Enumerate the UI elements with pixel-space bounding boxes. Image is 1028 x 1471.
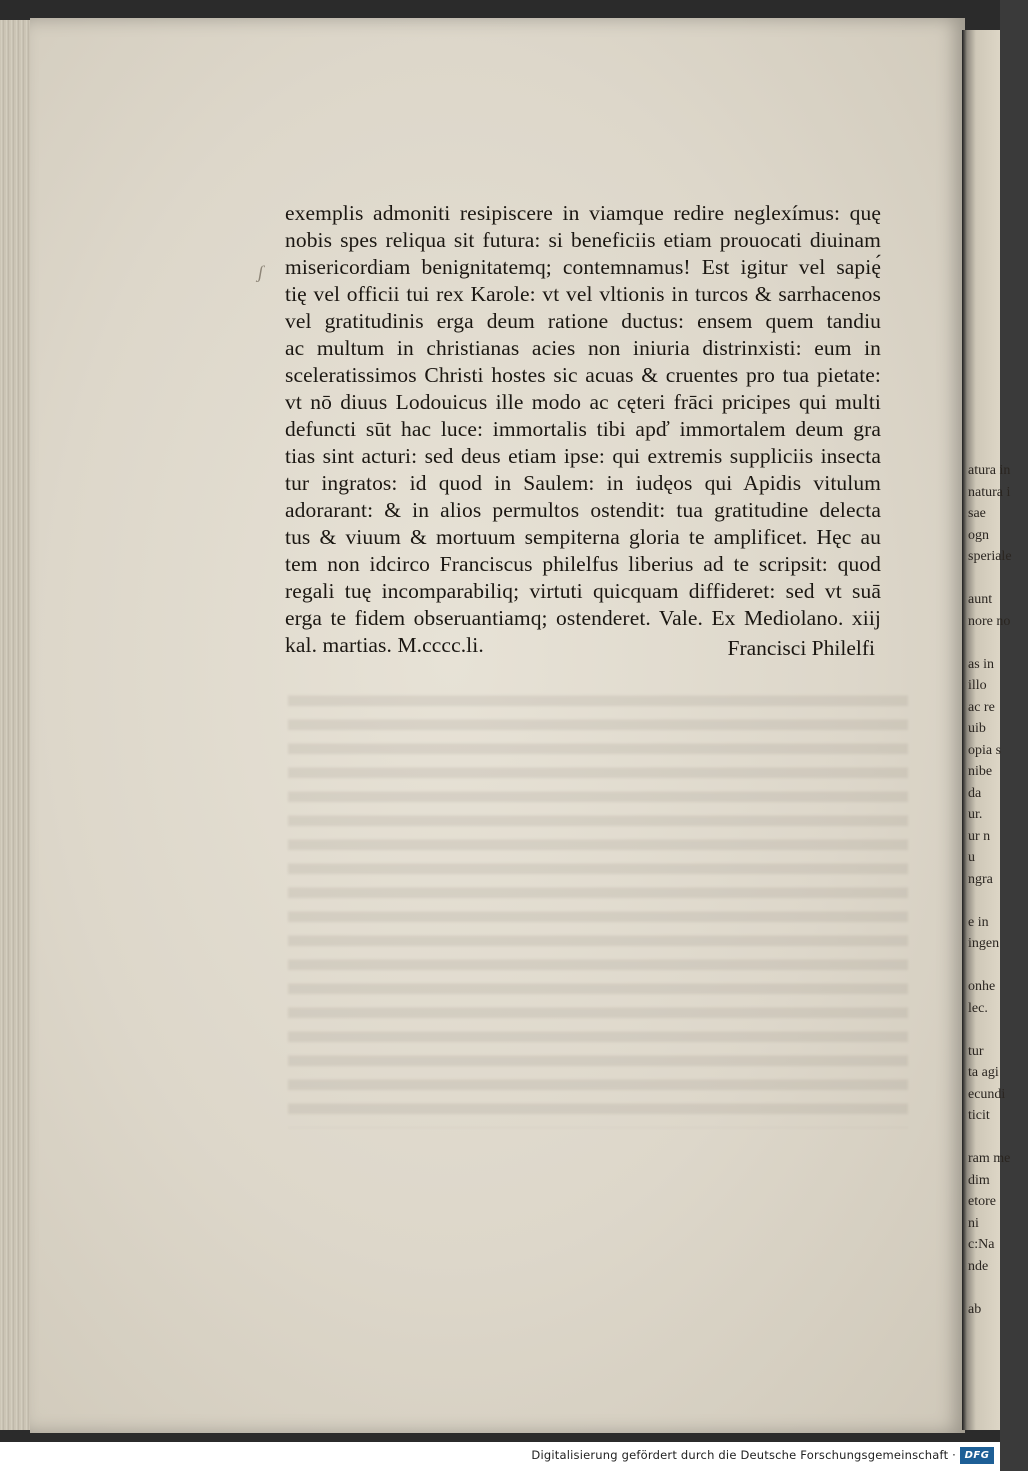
facing-text-line bbox=[968, 1277, 1028, 1299]
text-line: vel gratitudinis erga deum ratione ductus: ensem quem tandiu bbox=[285, 309, 881, 333]
facing-page-edge bbox=[962, 30, 1012, 1430]
text-line: tię vel officii tui rex Karole: vt vel vltionis in turcos & sarrhacenos bbox=[285, 282, 881, 306]
facing-text-line: ticit bbox=[968, 1108, 990, 1123]
facing-text-line: sae bbox=[968, 506, 986, 521]
facing-text-line: c:Na bbox=[968, 1237, 995, 1252]
facing-text-line bbox=[968, 890, 1028, 912]
facing-text-line: etore bbox=[968, 1194, 996, 1209]
facing-text-line: onhe bbox=[968, 979, 996, 994]
facing-text-line: e in bbox=[968, 914, 989, 930]
text-line: tus & viuum & mortuum sempiterna gloria te amplificet. Hęc au bbox=[285, 525, 881, 549]
author-signature: Francisci Philelfi bbox=[727, 636, 875, 660]
facing-text-line: ta agi bbox=[968, 1065, 999, 1080]
facing-text-line: opia s bbox=[968, 742, 1002, 758]
facing-text-line bbox=[968, 955, 1028, 977]
show-through-text bbox=[288, 683, 908, 1128]
dfg-logo: DFG bbox=[960, 1447, 994, 1464]
footer-bar bbox=[0, 1442, 1000, 1471]
text-line: tem non idcirco Franciscus philelfus liberius ad te scripsit: quod bbox=[285, 552, 881, 576]
text-line: exemplis admoniti resipiscere in viamque redire neglexímus: quę bbox=[285, 201, 881, 225]
facing-text-line: dim bbox=[968, 1172, 990, 1188]
facing-text-line: speriale bbox=[968, 549, 1012, 564]
facing-text-line: ogn bbox=[968, 527, 989, 543]
text-line: vt nō diuus Lodouicus ille modo ac cęteri frāci pricipes qui multi bbox=[285, 390, 881, 414]
facing-text-line: atura in bbox=[968, 463, 1011, 478]
facing-text-line: u bbox=[968, 850, 975, 865]
facing-text-line: illo bbox=[968, 678, 987, 693]
margin-pencil-mark: ʃ bbox=[258, 262, 264, 282]
text-line: erga te fidem obseruantiamq; ostenderet. Vale. Ex Mediolano. xiij bbox=[285, 606, 881, 630]
printed-text-block bbox=[285, 200, 881, 659]
text-line: regali tuę incomparabiliq; virtuti quicquam diffideret: sed vt suā bbox=[285, 579, 881, 603]
facing-text-line: ab bbox=[968, 1301, 982, 1317]
funding-credit: Digitalisierung gefördert durch die Deutsche Forschungsgemeinschaft · bbox=[531, 1448, 956, 1462]
text-line: sceleratissimos Christi hostes sic acuas & cruentes pro tua pietate: bbox=[285, 363, 881, 387]
facing-text-line: ingen bbox=[968, 936, 1000, 951]
text-line: misericordiam benignitatemq; contemnamus! Est igitur vel sapię́ bbox=[285, 255, 881, 279]
facing-text-line: uib bbox=[968, 721, 986, 736]
facing-text-line: ac re bbox=[968, 699, 995, 715]
facing-text-line bbox=[968, 632, 1028, 654]
facing-text-line: aunt bbox=[968, 592, 993, 607]
facing-text-line bbox=[968, 1127, 1028, 1149]
facing-text-line: ni bbox=[968, 1215, 979, 1231]
text-line: tias sint acturi: sed deus etiam ipse: qui extremis suppliciis insecta bbox=[285, 444, 881, 468]
text-line: tur ingratos: id quod in Saulem: in iudęos qui Apidis vitulum bbox=[285, 471, 881, 495]
facing-text-line bbox=[968, 568, 1028, 590]
facing-text-line bbox=[968, 1019, 1028, 1041]
facing-text-line: lec. bbox=[968, 1000, 988, 1016]
text-line: adorarant: & in alios permultos ostendit: tua gratitudine delecta bbox=[285, 498, 881, 522]
text-line: nobis spes reliqua sit futura: si beneficiis etiam prouocati diuinam bbox=[285, 228, 881, 252]
facing-text-line: nore no bbox=[968, 613, 1011, 629]
facing-text-line: ngra bbox=[968, 871, 993, 887]
facing-text-line: ur. bbox=[968, 807, 983, 822]
facing-page-text bbox=[968, 460, 1028, 1320]
facing-text-line: da bbox=[968, 785, 982, 801]
facing-text-line: ecundi bbox=[968, 1086, 1006, 1102]
text-line: kal. martias. M.cccc.li. bbox=[285, 633, 484, 657]
facing-text-line: ram me bbox=[968, 1151, 1011, 1166]
facing-text-line: tur bbox=[968, 1043, 984, 1059]
facing-text-line: nde bbox=[968, 1258, 989, 1274]
facing-text-line: natura i bbox=[968, 484, 1011, 500]
facing-text-line: ur n bbox=[968, 828, 991, 844]
text-line: defuncti sūt hac luce: immortalis tibi apď immortalem deum gra bbox=[285, 417, 881, 441]
text-line: ac multum in christianas acies non iniuria distrinxisti: eum in bbox=[285, 336, 881, 360]
facing-text-line: nibe bbox=[968, 764, 993, 779]
facing-text-line: as in bbox=[968, 656, 995, 672]
